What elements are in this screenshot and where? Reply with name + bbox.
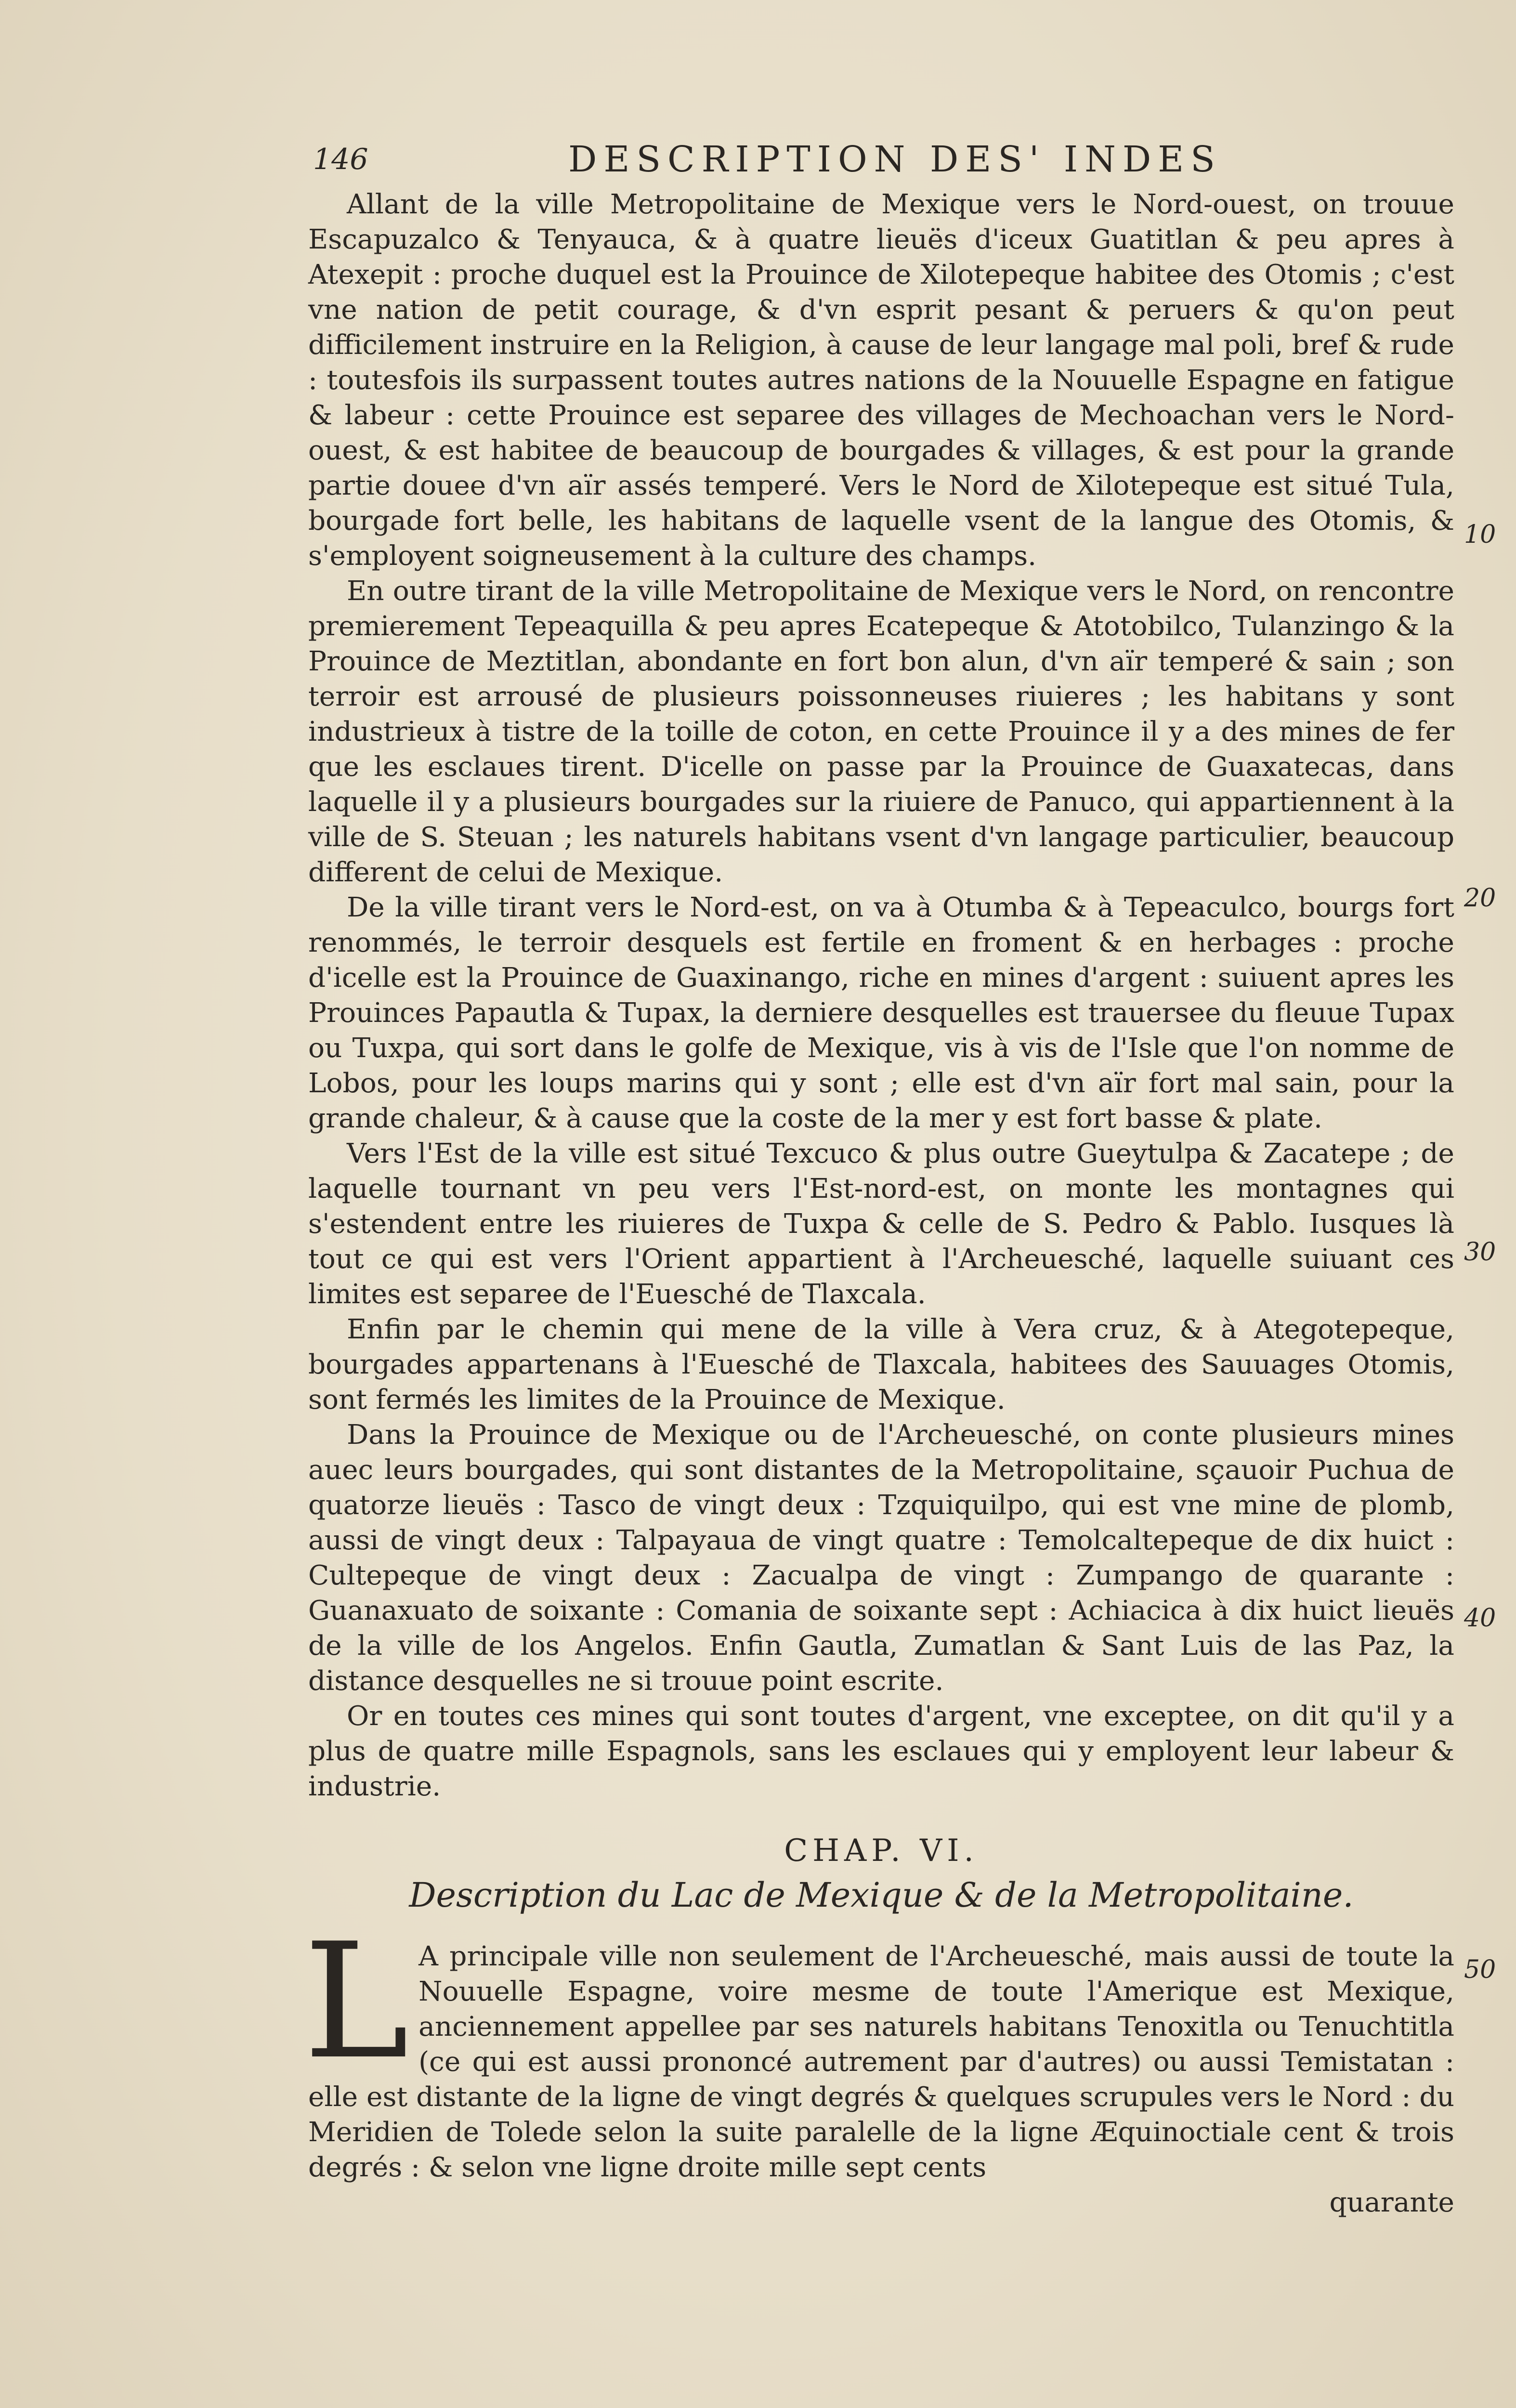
drop-cap: L xyxy=(303,1909,409,2094)
paragraph-5: Enfin par le chemin qui mene de la ville à Vera cruz, & à Ategotepeque, bourgades appartenans à l'Euesché de Tlaxcala, habitees des Sauuages Otomis, sont fermés les limites de la Prouince de Mexique. xyxy=(308,1314,1454,1415)
line-number-40: 40 xyxy=(1464,1604,1496,1633)
running-head xyxy=(303,139,1459,181)
paragraph-2: En outre tirant de la ville Metropolitaine de Mexique vers le Nord, on rencontre premierement Tepeaquilla & peu apres Ecatepeque & Atotobilco, Tulanzingo & la Prouince de Meztitlan, abondante en fort bon alun, d'vn aïr temperé & sain ; son terroir est arrousé de plusieurs poissonneuses riuieres ; les habitans y sont industrieux à tistre de la toille de coton, en cette Prouince il y a des mines de fer que les esclaues tirent. D'icelle on passe par la Prouince de Guaxatecas, dans laquelle il y a plusieurs bourgades sur la riuiere de Panuco, qui appartiennent à la ville de S. Steuan ; les naturels habitans vsent d'vn langage particulier, beaucoup different de celui de Mexique. xyxy=(308,576,1454,888)
chapter-title: Description du Lac de Mexique & de la Metropolitaine. xyxy=(409,1875,1354,1915)
line-number-30: 30 xyxy=(1464,1238,1496,1267)
running-title: DESCRIPTION DES' INDES xyxy=(568,139,1222,180)
catchword: quarante xyxy=(1329,2187,1454,2218)
line-number-10: 10 xyxy=(1464,520,1496,549)
paragraph-6: Dans la Prouince de Mexique ou de l'Archeuesché, on conte plusieurs mines auec leurs bourgades, qui sont distantes de la Metropolitaine, sçauoir Puchua de quatorze lieuës : Tasco de vingt deux : Tzquiquilpo, qui est vne mine de plomb, aussi de vingt deux : Talpayaua de vingt quatre : Temolcaltepeque de dix huict : Cultepeque de vingt deux : Zacualpa de vingt : Zumpango de quarante : Guanaxuato de soixante : Comania de soixante sept : Achiacica à dix huict lieuës de la ville de los Angelos. Enfin Gautla, Zumatlan & Sant Luis de las Paz, la distance desquelles ne si trouue point escrite. xyxy=(308,1419,1454,1697)
chapter-heading: CHAP. VI. xyxy=(784,1833,979,1869)
opening-paragraph xyxy=(303,1909,1454,2185)
line-number-20: 20 xyxy=(1464,884,1496,913)
paragraph-3: De la ville tirant vers le Nord-est, on va à Otumba & à Tepeaculco, bourgs fort renommés, le terroir desquels est fertile en froment & en herbages : proche d'icelle est la Prouince de Guaxinango, riche en mines d'argent : suiuent apres les Prouinces Papautla & Tupax, la derniere desquelles est trauersee du fleuue Tupax ou Tuxpa, qui sort dans le golfe de Mexique, vis à vis de l'Isle que l'on nomme de Lobos, pour les loups marins qui y sont ; elle est d'vn aïr fort mal sain, pour la grande chaleur, & à cause que la coste de la mer y est fort basse & plate. xyxy=(308,892,1454,1134)
line-number-50: 50 xyxy=(1464,1955,1496,1984)
main-text xyxy=(303,187,1454,2218)
paragraph-4: Vers l'Est de la ville est situé Texcuco & plus outre Gueytulpa & Zacatepe ; de laquelle tournant vn peu vers l'Est-nord-est, on monte les montagnes qui s'estendent entre les riuieres de Tuxpa & celle de S. Pedro & Pablo. Iusques là tout ce qui est vers l'Orient appartient à l'Archeuesché, laquelle suiuant ces limites est separee de l'Euesché de Tlaxcala. xyxy=(308,1138,1454,1310)
paragraph-7: Or en toutes ces mines qui sont toutes d'argent, vne exceptee, on dit qu'il y a plus de quatre mille Espagnols, sans les esclaues qui y employent leur labeur & industrie. xyxy=(308,1701,1454,1802)
opening-text: A principale ville non seulement de l'Archeuesché, mais aussi de toute la Nouuelle Espagne, voire mesme de toute l'Amerique est Mexique, anciennement appellee par ses naturels habitans Tenoxitla ou Tenuchtitla (ce qui est aussi prononcé autrement par d'autres) ou aussi Temistatan : elle est distante de la ligne de vingt degrés & quelques scrupules vers le Nord : du Meridien de Tolede selon la suite paralelle de la ligne Æquinoctiale cent & trois degrés : & selon vne ligne droite mille sept cents xyxy=(308,1941,1454,2183)
paragraph-1: Allant de la ville Metropolitaine de Mexique vers le Nord-ouest, on trouue Escapuzalco & Tenyauca, & à quatre lieuës d'iceux Guatitlan & peu apres à Atexepit : proche duquel est la Prouince de Xilotepeque habitee des Otomis ; c'est vne nation de petit courage, & d'vn esprit pesant & peruers & qu'on peut difficilement instruire en la Religion, à cause de leur langage mal poli, bref & rude : toutesfois ils surpassent toutes autres nations de la Nouuelle Espagne en fatigue & labeur : cette Prouince est separee des villages de Mechoachan vers le Nord-ouest, & est habitee de beaucoup de bourgades & villages, & est pour la grande partie douee d'vn aïr assés temperé. Vers le Nord de Xilotepeque est situé Tula, bourgade fort belle, les habitans de laquelle vsent de la langue des Otomis, & s'employent soigneusement à la culture des champs. xyxy=(308,189,1454,572)
page-number: 146 xyxy=(313,143,368,176)
